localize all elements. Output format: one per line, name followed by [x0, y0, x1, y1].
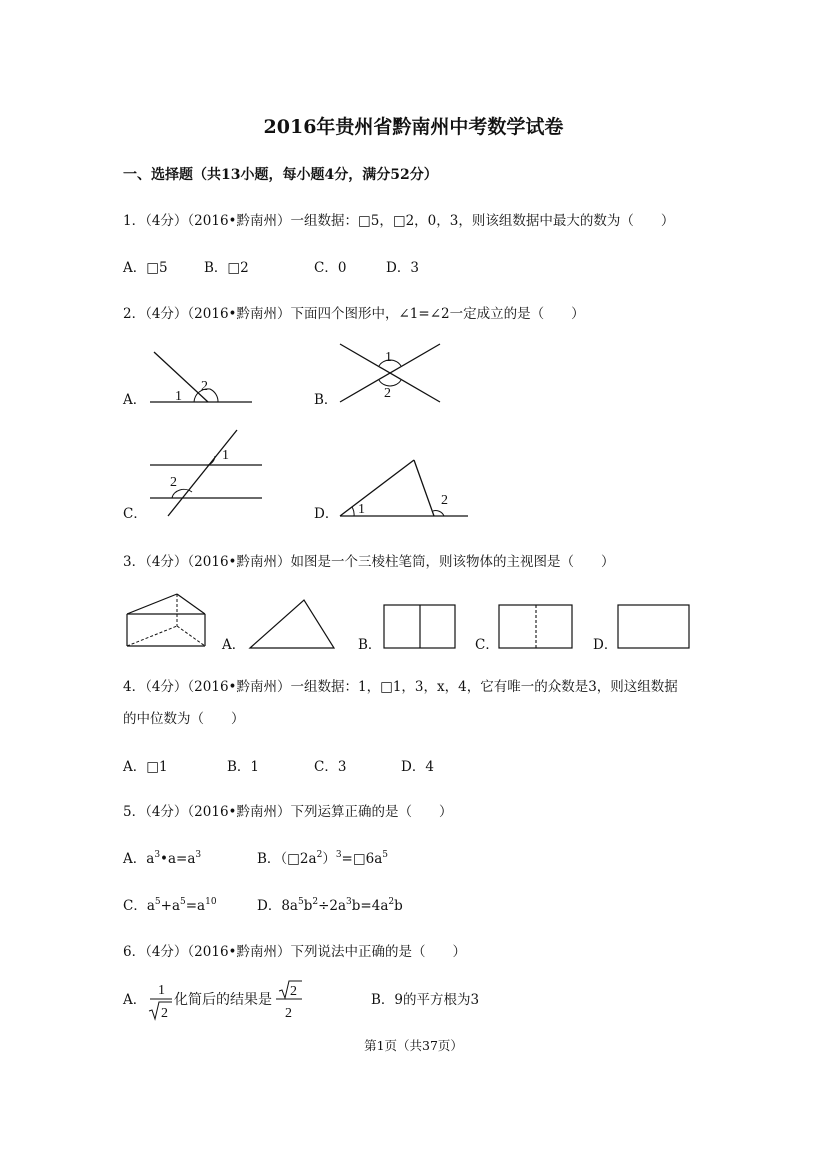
q4-option-d: D．4 — [401, 759, 434, 775]
q4-stem-line1: 4．（4分）（2016•黔南州）一组数据：1，□1，3，x，4，它有唯一的众数是3，则这组数据 — [123, 679, 678, 695]
q2-option-d: D． — [314, 506, 339, 522]
q6-stem: 6．（4分）（2016•黔南州）下列说法中正确的是（ ） — [123, 944, 466, 960]
q4-option-c: C．3 — [314, 759, 347, 775]
q3-stem: 3．（4分）（2016•黔南州）如图是一个三棱柱笔筒，则该物体的主视图是（ ） — [123, 554, 615, 570]
q1-option-a: A．□5 — [123, 260, 168, 276]
q2-stem: 2．（4分）（2016•黔南州）下面四个图形中，∠1=∠2一定成立的是（ ） — [123, 306, 585, 322]
q2d-angle2-label: 2 — [441, 493, 448, 508]
q3-option-d: D． — [593, 637, 618, 653]
q2-figure-b — [336, 340, 446, 408]
q2a-angle2-label: 2 — [201, 379, 208, 394]
q6a-text: 化简后的结果是 — [174, 993, 272, 1008]
q3-option-a: A． — [222, 637, 246, 653]
q6a-frac1-denominator: 2 — [161, 1006, 168, 1021]
q3-option-b: B． — [358, 637, 382, 653]
q5-option-d: D．$8a^5b^2\div 2a^3b=4a^2b$ — [257, 896, 403, 914]
q2c-angle2-label: 2 — [170, 475, 177, 490]
q2-option-a: A． — [123, 392, 147, 408]
q4-option-b: B．1 — [227, 759, 260, 775]
q5-option-a: A．$a^3•a=a^3$ — [123, 849, 202, 867]
page-footer: 第1页（共37页） — [364, 1038, 463, 1053]
q2a-angle1-label: 1 — [175, 389, 182, 404]
section-heading: 一、选择题（共13小题，每小题4分，满分52分） — [123, 167, 438, 183]
q2-figure-d — [336, 456, 476, 522]
q2-option-b: B． — [314, 392, 338, 408]
q2-figure-c — [148, 428, 268, 520]
q3-option-c: C． — [475, 637, 499, 653]
q1-option-b: B．□2 — [204, 260, 249, 276]
q6a-frac2-numerator: 2 — [290, 984, 297, 999]
q5-option-c: C．$a^5+a^5=a^{10}$ — [123, 896, 217, 914]
q6-option-a-expression — [148, 980, 328, 1022]
q6a-frac1-numerator: 1 — [158, 983, 165, 998]
q3-option-c-figure — [498, 604, 574, 650]
q1-option-d: D．3 — [386, 260, 419, 276]
q2b-angle1-label: 1 — [385, 350, 392, 365]
q6-option-b: B．9的平方根为3 — [371, 992, 480, 1008]
q6a-frac2-denominator: 2 — [285, 1006, 292, 1021]
q2-option-c: C． — [123, 506, 147, 522]
q1-stem: 1．（4分）（2016•黔南州）一组数据：□5，□2，0，3，则该组数据中最大的数为（ ） — [123, 213, 675, 229]
q3-prism-figure — [125, 592, 210, 650]
q2b-angle2-label: 2 — [384, 386, 391, 401]
q3-option-a-figure — [248, 598, 338, 650]
q5-option-b: B．$(□2a^2)^3=□6a^5$ — [257, 849, 388, 867]
q2c-angle1-label: 1 — [222, 448, 229, 463]
q3-option-b-figure — [383, 604, 457, 650]
q3-option-d-figure — [617, 604, 691, 650]
q1-option-c: C．0 — [314, 260, 347, 276]
q4-stem-line2: 的中位数为（ ） — [123, 711, 245, 727]
page-title: 2016年贵州省黔南州中考数学试卷 — [263, 116, 564, 138]
q6-option-a-label: A． — [123, 992, 147, 1008]
q2d-angle1-label: 1 — [358, 502, 365, 517]
q4-option-a: A．□1 — [123, 759, 168, 775]
q2-figure-a — [148, 348, 258, 408]
q5-stem: 5．（4分）（2016•黔南州）下列运算正确的是（ ） — [123, 804, 453, 820]
